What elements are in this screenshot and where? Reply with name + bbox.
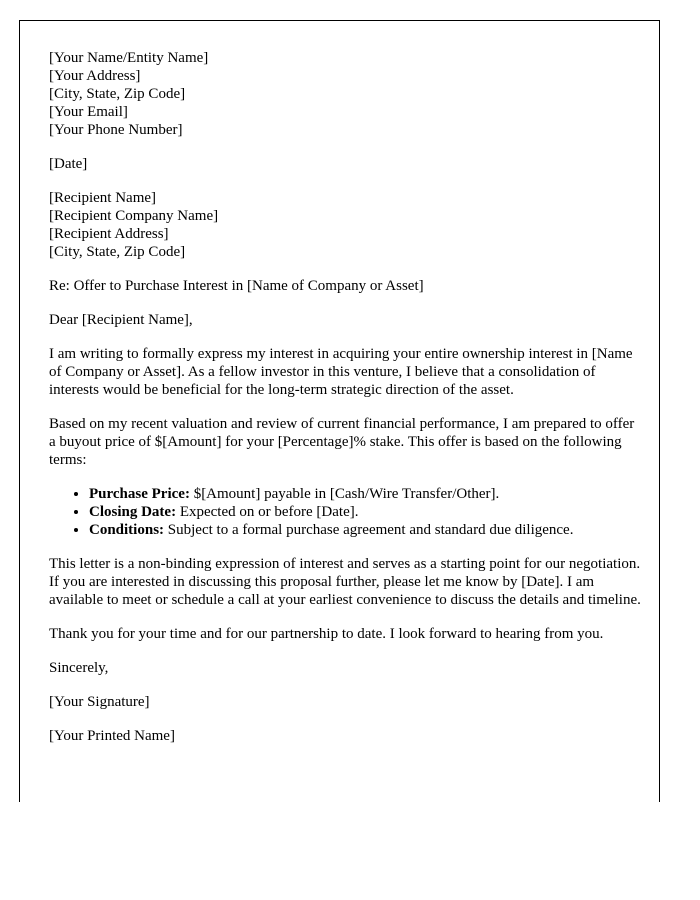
recipient-company: [Recipient Company Name] [49, 208, 219, 224]
printed-name: [Your Printed Name] [49, 728, 175, 744]
terms-list [49, 485, 641, 539]
paragraph-intro: I am writing to formally express my interest in acquiring your entire ownership interest in [Name of Company or Asset]. As a fellow investor in this venture, I believe that a consolidation of interests would be beneficial for the long-term strategic direction of the asset. [49, 346, 633, 398]
term-text: $[Amount] payable in [Cash/Wire Transfer/Other]. [189, 486, 500, 502]
subject-line: Re: Offer to Purchase Interest in [Name of Company or Asset] [49, 278, 424, 294]
sender-address: [Your Address] [49, 68, 141, 84]
sender-email: [Your Email] [49, 104, 128, 120]
term-item [89, 485, 641, 503]
letter-date: [Date] [49, 156, 88, 172]
recipient-address: [Recipient Address] [49, 226, 169, 242]
term-item [89, 503, 641, 521]
sender-name: [Your Name/Entity Name] [49, 50, 209, 66]
signature: [Your Signature] [49, 694, 150, 710]
term-label: Purchase Price: [89, 486, 190, 502]
recipient-block [49, 189, 641, 261]
sender-phone: [Your Phone Number] [49, 122, 183, 138]
term-text: Subject to a formal purchase agreement and standard due diligence. [164, 522, 574, 538]
recipient-name: [Recipient Name] [49, 190, 157, 206]
term-label: Closing Date: [89, 504, 177, 520]
term-label: Conditions: [89, 522, 165, 538]
closing: Sincerely, [49, 660, 109, 676]
sender-block [49, 49, 641, 139]
paragraph-thanks: Thank you for your time and for our partnership to date. I look forward to hearing from you. [49, 626, 604, 642]
recipient-city-state-zip: [City, State, Zip Code] [49, 244, 186, 260]
salutation: Dear [Recipient Name], [49, 312, 193, 328]
sender-city-state-zip: [City, State, Zip Code] [49, 86, 186, 102]
date-block [49, 155, 641, 173]
paragraph-nonbinding: This letter is a non-binding expression of interest and serves as a starting point for our negotiation. If you are interested in discussing this proposal further, please let me know by [Date]. I am available to meet or schedule a call at your earliest convenience to discuss the details and timeline. [49, 556, 641, 608]
letter-page [19, 20, 660, 802]
term-text: Expected on or before [Date]. [176, 504, 359, 520]
paragraph-offer: Based on my recent valuation and review of current financial performance, I am prepared to offer a buyout price of $[Amount] for your [Percentage]% stake. This offer is based on the following terms: [49, 416, 635, 468]
letter-content [49, 49, 641, 761]
term-item [89, 521, 641, 539]
